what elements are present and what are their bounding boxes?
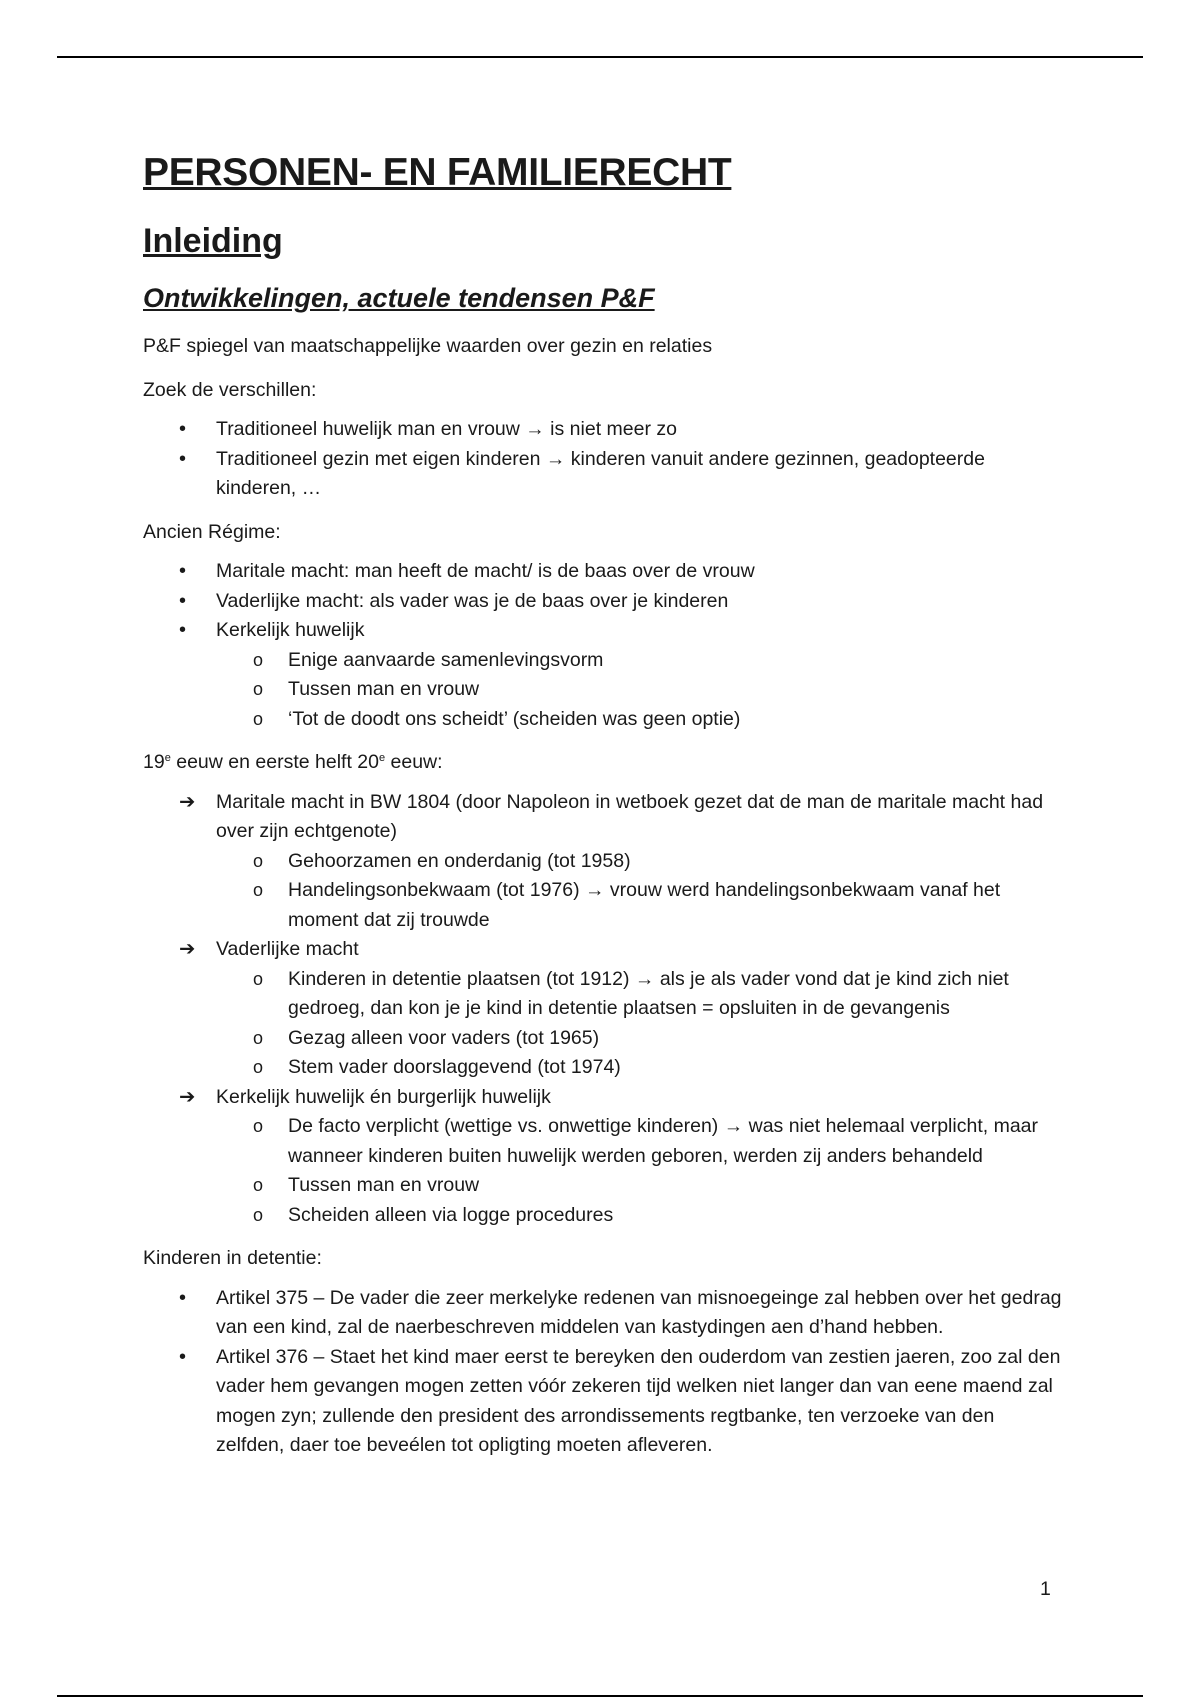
list-item (143, 445, 1063, 504)
superscript: e (378, 752, 386, 764)
sub-list-item (216, 1201, 1063, 1231)
sub-list (216, 1112, 1063, 1230)
sub-list-item-text: Handelingsonbekwaam (tot 1976) → vrouw werd handelingsonbekwaam vanaf het moment dat zij trouwde (288, 879, 1001, 931)
document-title: PERSONEN- EN FAMILIERECHT (143, 151, 732, 194)
sub-list-item-text: Tussen man en vrouw (288, 1174, 480, 1196)
circle-bullet-icon: o (253, 1116, 264, 1136)
sub-list-item-text: Gehoorzamen en onderdanig (tot 1958) (288, 849, 631, 872)
sub-list-item (216, 1112, 1063, 1171)
sub-list-item-text: Gezag alleen voor vaders (tot 1965) (288, 1026, 600, 1049)
list-item (143, 788, 1063, 936)
sub-list-item-text: Kinderen in detentie plaatsen (tot 1912) → als je als vader vond dat je kind zich niet gedroeg, dan kon je je kind in detentie plaatsen = opsluiten in de gevangenis (288, 967, 1009, 1019)
eeuw-label (143, 748, 1063, 778)
sub-list-item (216, 876, 1063, 935)
document-body (143, 144, 1063, 1461)
list-item-text: Artikel 375 – De vader die zeer merkelyke redenen van misnoegeinge zal hebben over het gedrag van een kind, zal de naerbeschreven middelen van kastydingen aen d’hand hebben. (216, 1286, 1062, 1338)
sub-list-item (216, 1171, 1063, 1201)
bullet-icon: • (179, 1286, 187, 1309)
subsection-heading: Ontwikkelingen, actuele tendensen P&F (143, 283, 655, 313)
list-item-text: Kerkelijk huwelijk (216, 619, 365, 641)
sub-list (216, 847, 1063, 936)
detentie-list (143, 1284, 1063, 1461)
list-item (143, 587, 1063, 617)
circle-bullet-icon: o (253, 1027, 264, 1048)
list-item-text: Maritale macht: man heeft de macht/ is de baas over de vrouw (216, 560, 755, 582)
section-heading: Inleiding (143, 222, 283, 260)
list-item (143, 557, 1063, 587)
eeuw-list (143, 788, 1063, 1231)
sub-list-item (216, 1053, 1063, 1083)
list-item-text: Maritale macht in BW 1804 (door Napoleon in wetboek gezet dat de man de maritale macht had over zijn echtgenote) (216, 790, 1044, 842)
detentie-label: Kinderen in detentie: (143, 1247, 322, 1269)
bullet-icon: • (179, 619, 187, 641)
ancien-regime-label: Ancien Régime: (143, 520, 281, 543)
list-item-text: Vaderlijke macht (216, 938, 359, 960)
sub-list-item-text: ‘Tot de doodt ons scheidt’ (scheiden was geen optie) (288, 707, 741, 730)
sub-list-item-text: Scheiden alleen via logge procedures (288, 1203, 614, 1226)
sub-list (216, 646, 1063, 735)
arrow-right-icon: ➔ (179, 938, 196, 960)
circle-bullet-icon: o (253, 880, 264, 900)
bullet-icon: • (179, 589, 187, 612)
arrow-right-icon: ➔ (179, 790, 196, 813)
ancien-regime-list (143, 557, 1063, 734)
list-item (143, 1343, 1063, 1461)
bullet-icon: • (179, 560, 187, 582)
bullet-icon: • (179, 1345, 187, 1368)
circle-bullet-icon: o (253, 649, 264, 670)
circle-bullet-icon: o (253, 968, 264, 989)
intro-paragraph: P&F spiegel van maatschappelijke waarden over gezin en relaties (143, 335, 713, 357)
sub-list-item-text: De facto verplicht (wettige vs. onwettige kinderen) → was niet helemaal verplicht, maar wanneer kinderen buiten huwelijk werden geboren, werden zij anders behandeld (288, 1115, 1038, 1167)
list-item (143, 616, 1063, 734)
circle-bullet-icon: o (253, 679, 264, 699)
eeuw-label-part: eeuw en eerste helft 20 (170, 751, 379, 773)
sub-list (216, 965, 1063, 1083)
sub-list-item-text: Stem vader doorslaggevend (tot 1974) (288, 1056, 621, 1078)
eeuw-label-part: eeuw: (385, 751, 443, 773)
sub-list-item (216, 1024, 1063, 1054)
superscript: e (164, 752, 171, 764)
circle-bullet-icon: o (253, 1204, 264, 1225)
sub-list-item-text: Enige aanvaarde samenlevingsvorm (288, 648, 604, 671)
list-item-text: Kerkelijk huwelijk én burgerlijk huwelijk (216, 1085, 551, 1108)
list-item-text: Artikel 376 – Staet het kind maer eerst te bereyken den ouderdom van zestien jaeren, zoo zal den vader hem gevangen mogen zetten vóór zekeren tijd welken niet langer dan van eene maend zal mogen zyn; zullende den president des arrondissements regtbanke, ten verzoeke van den zelfden, daer toe beveélen tot opligting moeten afleveren. (216, 1345, 1061, 1456)
bullet-icon: • (179, 418, 187, 440)
list-item (143, 415, 1063, 445)
list-item-text: Traditioneel huwelijk man en vrouw → is niet meer zo (216, 418, 677, 440)
eeuw-label-part: 19 (143, 751, 165, 773)
circle-bullet-icon: o (253, 1057, 264, 1077)
list-item-text: Vaderlijke macht: als vader was je de baas over je kinderen (216, 589, 729, 612)
footer-rule (57, 1695, 1143, 1697)
page-number: 1 (1040, 1578, 1051, 1600)
circle-bullet-icon: o (253, 850, 264, 871)
verschillen-label: Zoek de verschillen: (143, 378, 317, 401)
circle-bullet-icon: o (253, 708, 264, 729)
arrow-right-icon: ➔ (179, 1085, 196, 1108)
header-rule (57, 56, 1143, 58)
circle-bullet-icon: o (253, 1175, 264, 1195)
verschillen-list (143, 415, 1063, 504)
sub-list-item (216, 965, 1063, 1024)
list-item (143, 1284, 1063, 1343)
sub-list-item-text: Tussen man en vrouw (288, 678, 480, 700)
list-item (143, 935, 1063, 1083)
list-item-text: Traditioneel gezin met eigen kinderen → kinderen vanuit andere gezinnen, geadopteerde kinderen, … (216, 447, 985, 499)
bullet-icon: • (179, 447, 187, 470)
sub-list-item (216, 646, 1063, 676)
sub-list-item (216, 675, 1063, 705)
list-item (143, 1083, 1063, 1231)
sub-list-item (216, 847, 1063, 877)
sub-list-item (216, 705, 1063, 735)
